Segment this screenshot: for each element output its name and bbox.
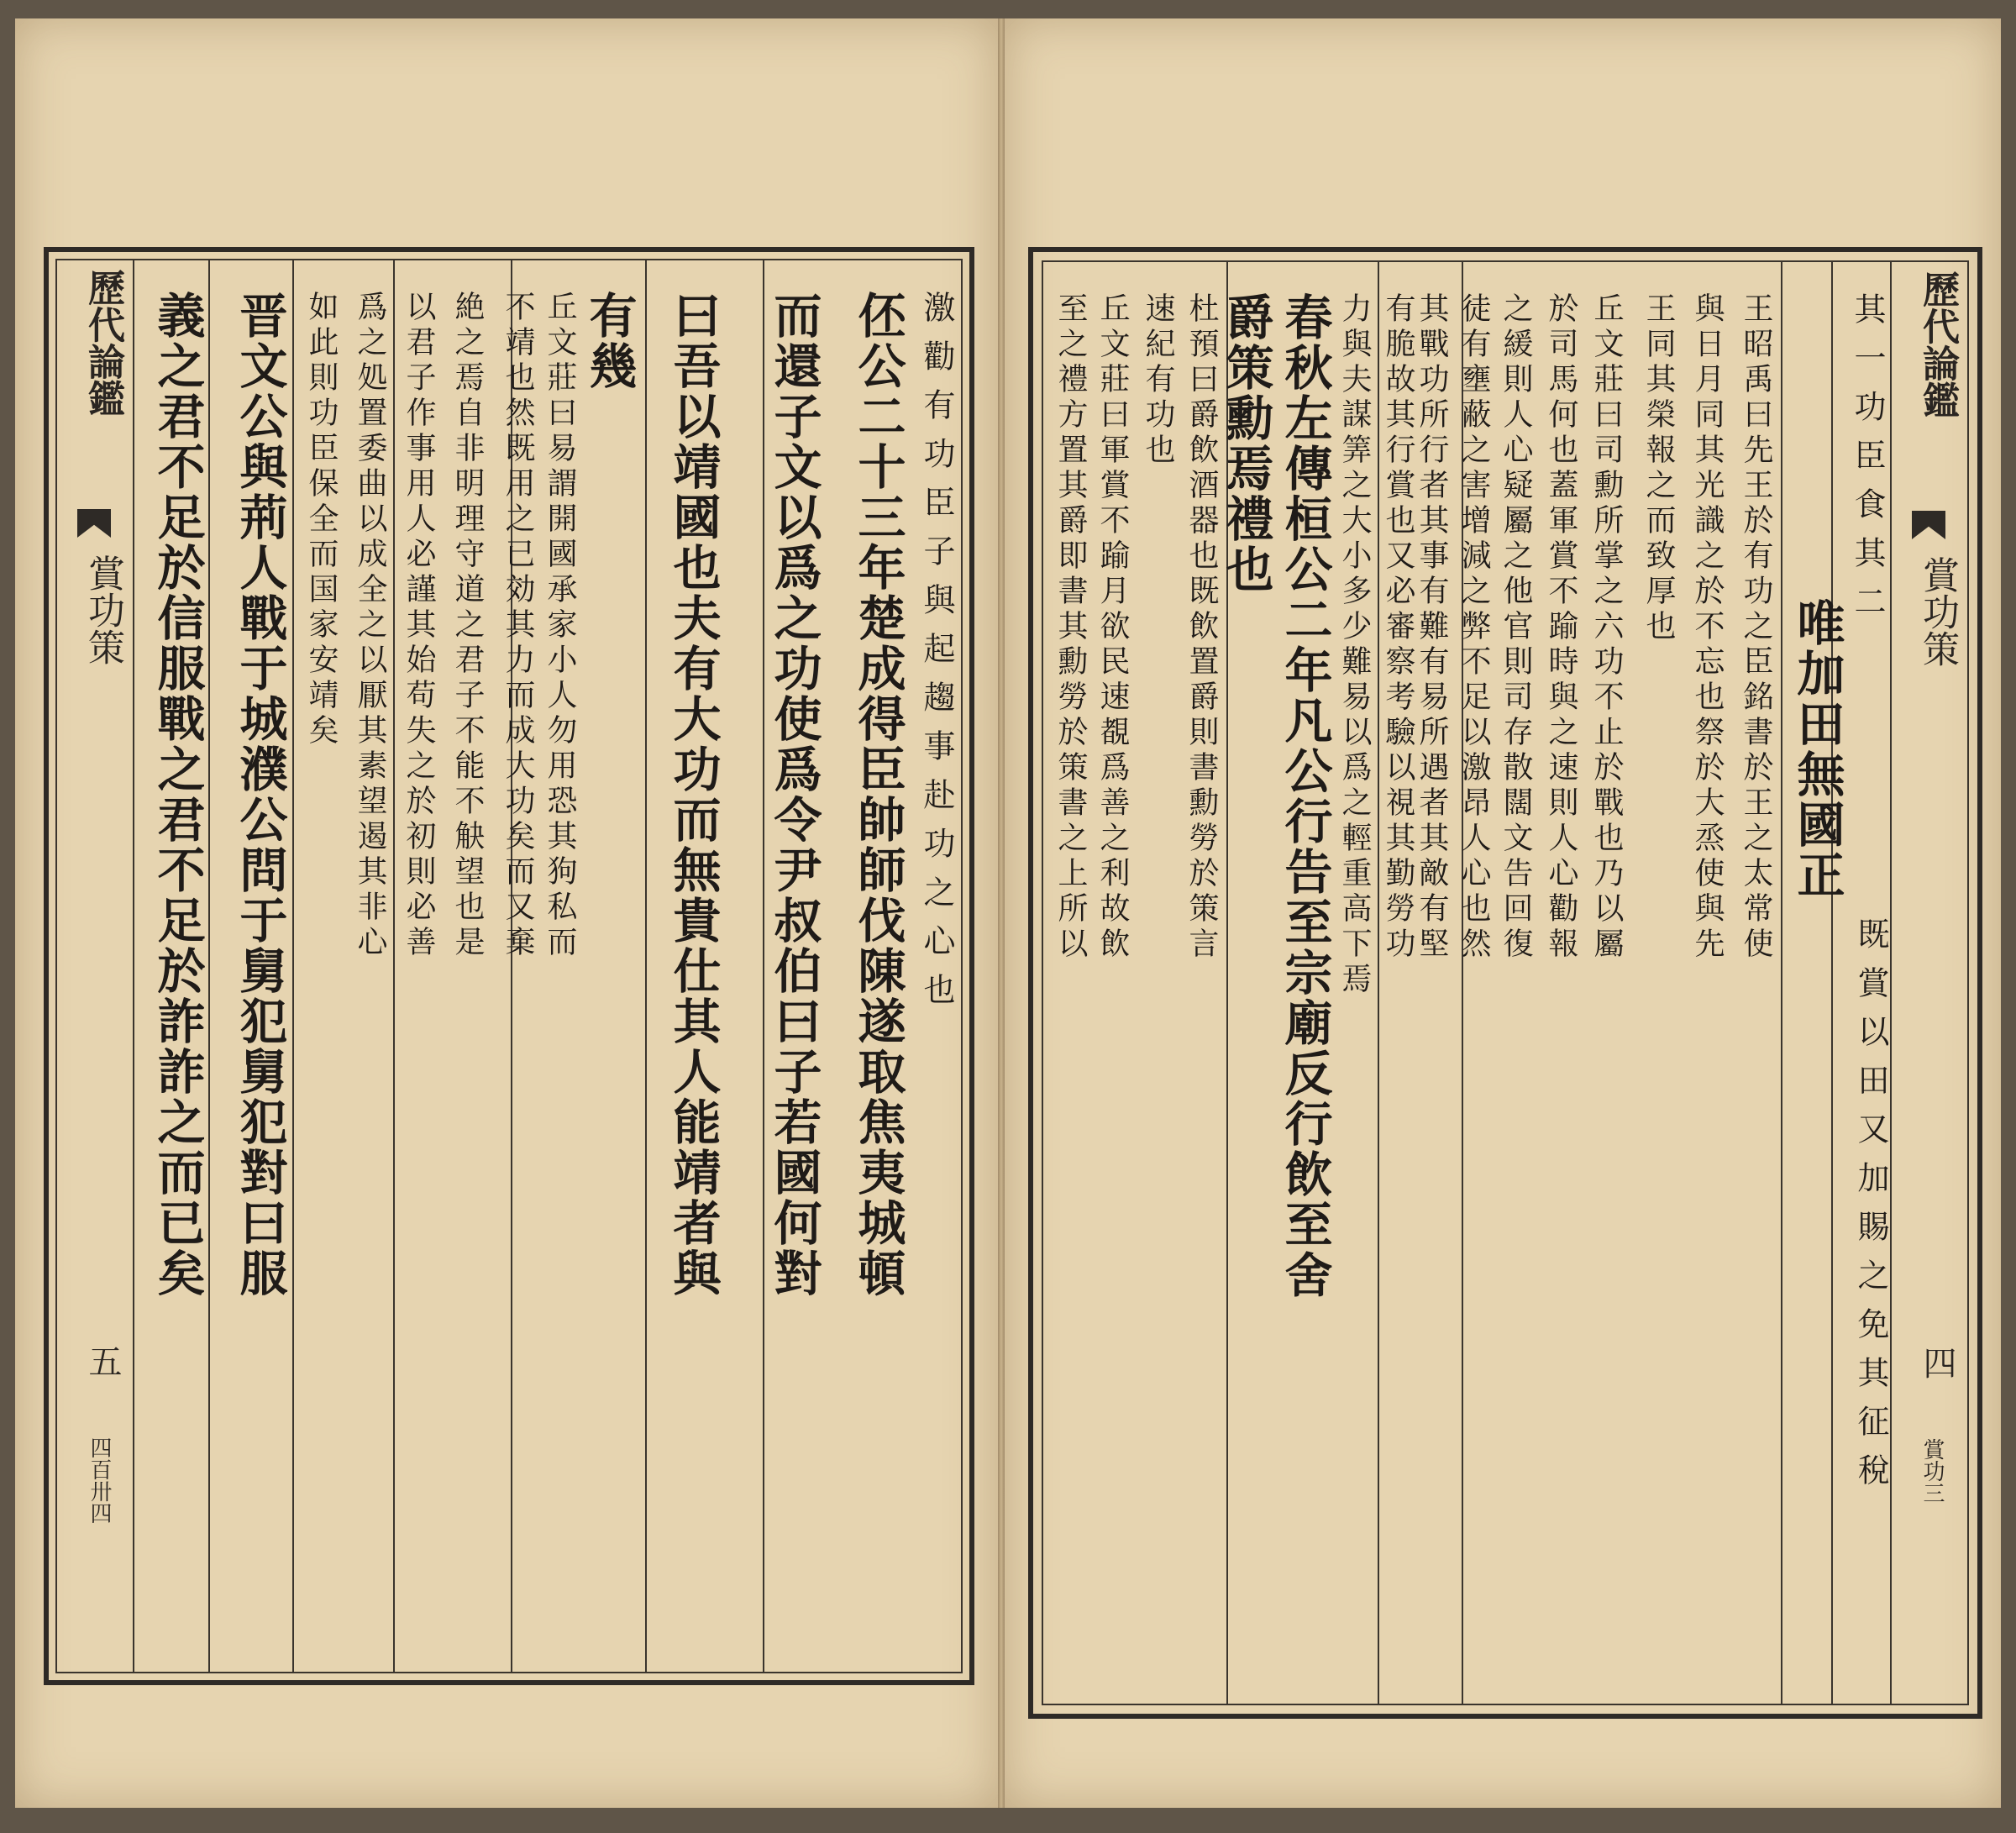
text-column-4: 王昭禹曰先王於有功之臣銘書於王之太常使 bbox=[1739, 292, 1773, 963]
column-rule bbox=[645, 260, 647, 1672]
column-rule bbox=[292, 260, 294, 1672]
left-page-frame bbox=[44, 247, 974, 1685]
text-column-7: 丘文莊曰司勳所掌之六功不止於戰也乃以屬 bbox=[1589, 292, 1624, 963]
left-page-inner-border bbox=[55, 259, 963, 1673]
right-page-inner-border bbox=[1042, 260, 1969, 1705]
text-column-9: 之緩則人心疑屬之他官則司存散闊文告回復 bbox=[1499, 292, 1533, 963]
text-column-16: 杜預曰爵飲酒器也既飲置爵則書勳勞於策言 bbox=[1184, 292, 1219, 963]
text-column-15: 爵策勳焉禮也 bbox=[1218, 292, 1274, 595]
column-rule bbox=[1831, 262, 1833, 1704]
text-column-3: 既賞以田又加賜之免其征稅 bbox=[1852, 917, 1889, 1502]
column-rule bbox=[1378, 262, 1379, 1704]
text-column-12: 有脆故其行賞也又必審察考驗以視其勤勞功 bbox=[1381, 292, 1415, 963]
left-margin-title: 歷代論鑑 bbox=[81, 269, 124, 417]
text-column-5: 與日月同其光識之於不忘也祭於大烝使與先 bbox=[1690, 292, 1725, 963]
right-margin-section: 賞功策 bbox=[1916, 556, 1959, 667]
text-column-1: 其一功臣食其二 bbox=[1849, 292, 1886, 633]
text-column-3: 而還子文以爲之功使爲令尹叔伯曰子若國何對 bbox=[766, 291, 822, 1299]
text-column-2: 激勸有功臣子與起趨事赴功之心也 bbox=[918, 291, 955, 1022]
left-fish-tail-mark bbox=[77, 509, 111, 538]
column-rule bbox=[763, 260, 764, 1672]
text-column-13: 義之君不足於信服戰之君不足於詐詐之而已矣 bbox=[150, 291, 206, 1299]
left-margin-page-number: 五 bbox=[83, 1344, 122, 1378]
right-margin-title: 歷代論鑑 bbox=[1916, 270, 1959, 418]
right-margin-footer: 賞功三 bbox=[1919, 1438, 1945, 1504]
left-page bbox=[15, 18, 998, 1808]
text-column-8: 於司馬何也蓋軍賞不踰時與之速則人心勸報 bbox=[1544, 292, 1578, 963]
text-column-10: 徒有壅蔽之害增減之弊不足以激昂人心也然 bbox=[1457, 292, 1491, 963]
text-column-14: 春秋左傳桓公二年凡公行告至宗廟反行飲至舍 bbox=[1277, 292, 1333, 1300]
right-margin-page-number: 四 bbox=[1918, 1346, 1956, 1379]
right-page-frame bbox=[1028, 247, 1982, 1719]
text-column-8: 絶之焉自非明理守道之君子不能不觖望也是 bbox=[450, 291, 485, 961]
right-page-margin-strip bbox=[1890, 262, 1967, 1704]
column-rule bbox=[208, 260, 210, 1672]
text-column-17: 速紀有功也 bbox=[1141, 292, 1175, 469]
text-column-9: 以君子作事用人必謹其始苟失之於初則必善 bbox=[402, 291, 436, 961]
text-column-1: 伾公二十三年楚成得臣帥師伐陳遂取焦夷城頓 bbox=[850, 291, 906, 1299]
text-column-6: 丘文莊曰易謂開國承家小人勿用恐其狗私而 bbox=[543, 291, 577, 961]
left-margin-section: 賞功策 bbox=[81, 554, 124, 665]
column-rule bbox=[393, 260, 395, 1672]
right-page bbox=[1005, 18, 2001, 1808]
column-rule bbox=[1781, 262, 1782, 1704]
text-column-11: 其戰功所行者其事有難有易所遇者其敵有堅 bbox=[1415, 292, 1449, 963]
text-column-18: 丘文莊曰軍賞不踰月欲民速覩爲善之利故飲 bbox=[1095, 292, 1130, 963]
text-column-2: 唯加田無國正 bbox=[1789, 598, 1845, 901]
text-column-13: 力與夫謀筭之大小多少難易以爲之輕重高下焉 bbox=[1337, 292, 1372, 998]
text-column-6: 王同其榮報之而致厚也 bbox=[1641, 292, 1676, 645]
text-column-19: 至之禮方置其爵即書其勳勞於策書之上所以 bbox=[1053, 292, 1088, 963]
text-column-4: 曰吾以靖國也夫有大功而無貴仕其人能靖者與 bbox=[665, 291, 722, 1299]
text-column-11: 如此則功臣保全而国家安靖矣 bbox=[304, 291, 339, 749]
left-margin-count: 四百卅四 bbox=[87, 1436, 112, 1524]
right-fish-tail-mark bbox=[1912, 511, 1945, 539]
text-column-12: 晋文公與荊人戰于城濮公問于舅犯舅犯對曰服 bbox=[232, 291, 288, 1299]
left-page-margin-strip bbox=[57, 260, 134, 1672]
text-column-5: 有幾 bbox=[581, 291, 638, 391]
text-column-7: 不靖也然既用之已効其力而成大功矣而又棄 bbox=[501, 291, 535, 961]
text-column-10: 爲之処置委曲以成全之以厭其素望遏其非心 bbox=[353, 291, 387, 961]
